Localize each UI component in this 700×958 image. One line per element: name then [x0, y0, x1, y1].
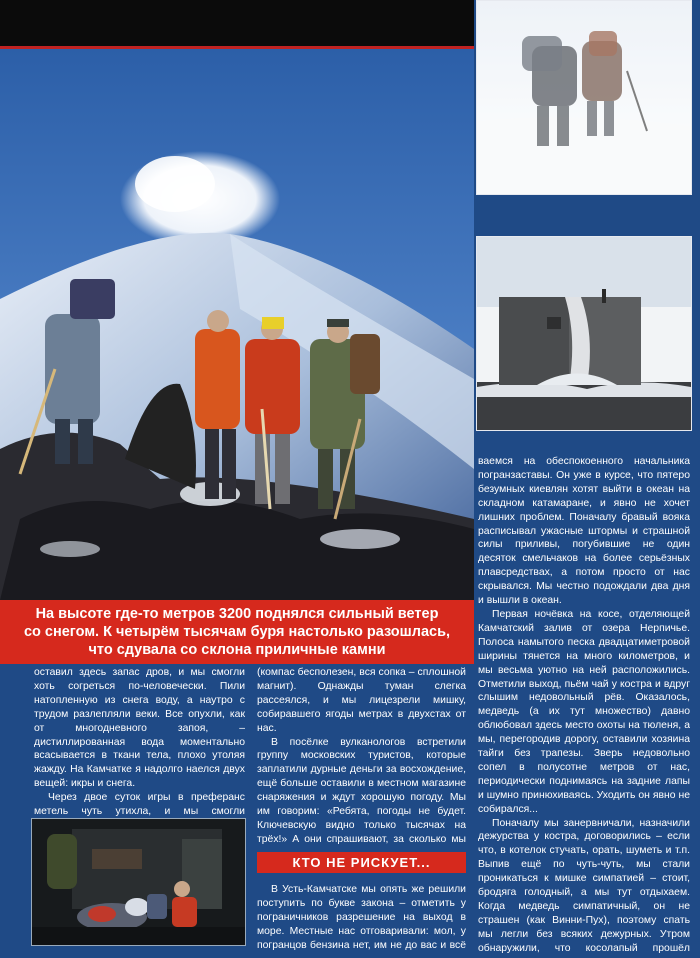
photo-cabin-interior	[31, 818, 246, 946]
article-column-right	[478, 455, 690, 955]
article-paragraph: В Усть-Камчатске мы опять же решили поступить по букве закона – отметить у пограничников разрешение на выход в море. Местные нас отговаривали: мол, у погранцов бензина нет, им не до вас и всё	[257, 884, 466, 951]
article-paragraph: Первая ночёвка на косе, отделяющей Камчатский залив от озера Нерпичье. Полоса намытого песка двадцатиметровой ширины тянется на много километров, и мы весьма уютно на ней расположились. Отметили выход, пьём чай у костра и вдруг слышим недовольный рёв. Оказалось, медведь (а их тут множество) давно облюбовал здесь место охоты на тюленя, а мы, перегородив дорогу, оставили хозяина тайги без трапезы. Зверь недовольно сопел в полусотне метров от нас, периодически поднимаясь на задние лапы и шумно принюхиваясь. Уходить он явно не собирался...	[478, 608, 690, 815]
photo-caption-banner	[0, 600, 474, 664]
article-column-middle	[257, 666, 466, 849]
caption-line-1: На высоте где-то метров 3200 поднялся сильный ветер	[35, 606, 439, 622]
article-paragraph: Через двое суток игры в преферанс метель чуть утихла, и мы смогли	[34, 792, 245, 816]
photo-snow-hut	[476, 236, 692, 431]
article-column-middle-bottom	[257, 883, 466, 955]
article-paragraph: В посёлке вулканологов встретили группу московских туристов, которые заплатили дурные деньги за восхождение, ещё больше оставили в местном магазине снаряжения и ждут хорошую погоду. Мы им говорим: «Ребята, погоды не будет. Ключевскую видно только тысячах на трёх!» А они спрашивают, за сколько мы	[257, 736, 466, 845]
main-photo-climbers	[0, 49, 474, 600]
article-paragraph: (компас бесполезен, вся сопка – сплошной магнит). Однажды туман слегка рассеялся, и мы лицезрели мишку, собиравшего ягоды метрах в двухстах от нас.	[257, 667, 466, 734]
caption-line-2: со снегом. К четырём тысячам буря настолько разошлась,	[23, 624, 451, 640]
article-paragraph: Поначалу мы занервничали, назначили дежурства у костра, договорились – если что, в котелок стучать, орать, шуметь и т.п. Выпив ещё по чуть-чуть, мы стали проникаться к мишке симпатией – стоит, бродяга голодный, а мы тут отдыхаем. Когда медведь симпатичный, он не страшен (как Винни-Пух), поэтому спать мы легли без всяких дежурных. Утром обнаружили, что косолапый прошёл	[478, 817, 690, 954]
caption-line-3: что сдувала со склона приличные камни	[88, 642, 386, 658]
article-column-left	[34, 666, 245, 816]
section-heading: КТО НЕ РИСКУЕТ...	[257, 852, 466, 873]
article-paragraph: оставил здесь запас дров, и мы смогли хоть согреться по-человечески. Пили натопленную из снега воду, а наутро с трудом разлепляли веки. Все опухли, как от многодневного запоя, – дистиллированная вода моментально всасывается в ткани тела, плохо утоляя жажду. На Камчатке я надолго наелся двух вещей: икры и снега.	[34, 667, 245, 790]
photo-blizzard-hikers	[476, 0, 692, 195]
article-paragraph: ваемся на обеспокоенного начальника погранзаставы. Он уже в курсе, что пятеро безумных киевлян хотят выйти в океан на складном катамаране, и явно не хочет лишних проблем. Поначалу бравый вояка расписывал ужасные штормы и страшной силы приливы, погубившие не один десяток смельчаков на более серьёзных плавсредствах, а потом просто от нас скрывался. Мы честно подождали два дня и вышли в океан.	[478, 456, 690, 607]
top-black-strip	[0, 0, 474, 46]
